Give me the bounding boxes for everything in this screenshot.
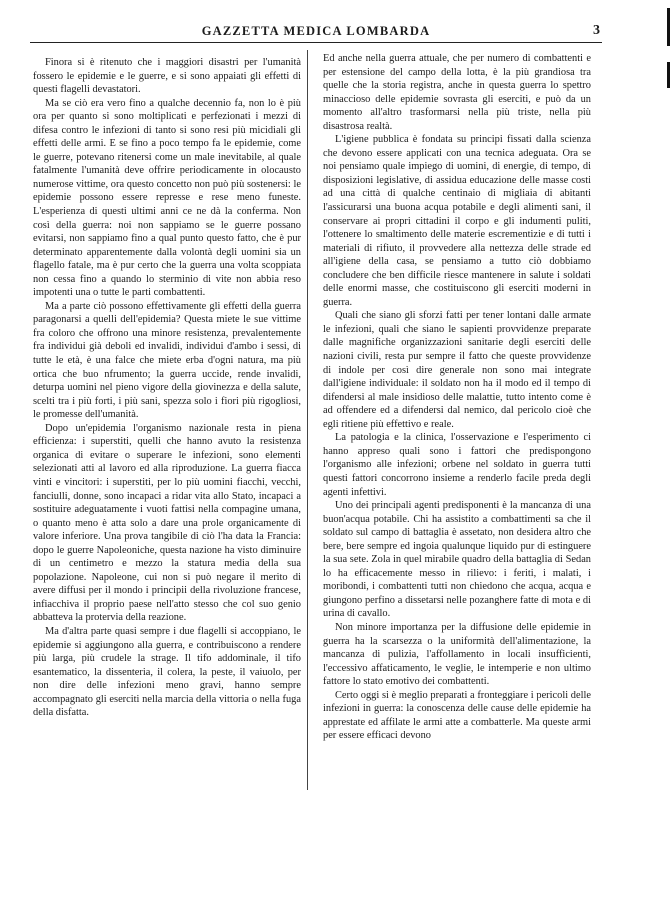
paragraph: Finora si è ritenuto che i maggiori disastri per l'umanità fossero le epidemie e le guerre, e si sono appaiati gli effetti di questi flagelli devastatori. (33, 57, 301, 96)
paragraph: Ma se ciò era vero fino a qualche decennio fa, non lo è più ora per quanto si sono moltiplicati e perfezionati i mezzi di difesa contro le infezioni di tanto si sono resi più micidiali gli effetti delle armi. E se fino a poco tempo fa le epidemie, come le guerre, potevano ritenersi come un male inevitabile, al quale fatalmente l'umanità deve offrire periodicamente in olocausto numerose vittime, ora questo concetto non può più sostenersi: le epidemie possono essere represse e rese meno funeste. L'esperienza di questi ultimi anni ce ne dà la conferma. Non così della guerra: noi non sappiamo se le guerre possano evitarsi, non sappiamo fino a qual punto questo fatto, che è pur determinato apparentemente dalla volontà degli uomini sia un flagello fatale, ma è pur certo che la guerra una volta scoppiata non cessa fino a quando lo sterminio di vite non abbia reso impotenti una o tutte le parti combattenti. (33, 97, 301, 299)
paragraph: L'igiene pubblica è fondata su principi fissati dalla scienza che devono essere applicati con una tecnica adeguata. Ora se noi pensiamo quale impiego di uomini, di energie, di tempo, di disposizioni legislative, di assidua educazione delle masse costi ad una città di qualche centinaio di migliaia di abitanti l'assicurarsi una buona acqua potabile e degli alimenti sani, il conservare ai propri cittadini il corpo e gli indumenti puliti, l'ottenere lo smaltimento delle materie escrementizie e di tutti i materiali di rifiuto, il provvedere alla nettezza delle strade ed all'igiene della casa, se pensiamo a tutto ciò dobbiamo concludere che ben difficile riesce mantenere in salute i soldati delle enormi masse, che costituiscono gli eserciti moderni in guerra. (323, 134, 591, 308)
paragraph: Quali che siano gli sforzi fatti per tener lontani dalle armate le infezioni, quali che siano le sapienti provvidenze preparate dalle magnifiche organizzazioni sanitarie degli eserciti delle nazioni civili, resta pur sempre il fatto che queste provvidenze di indole per così dire generale non sono mai integrate dall'igiene individuale: il soldato non ha il modo ed il tempo di difendersi al male insidioso delle malattie, tutto intento come è ad offendere ed a difendersi dal nemico, dal pericolo cioè che egli ritiene più effettivo e reale. (323, 310, 591, 430)
paragraph: Uno dei principali agenti predisponenti è la mancanza di una buon'acqua potabile. Chi ha assistito a combattimenti sa che il soldato sul campo di battaglia è assetato, non desidera altro che bere, bere sempre ed ingoia qualunque liquido pur di estinguere la sua sete. Zola in quel mirabile quadro della battaglia di Sedan lo ha efficacemente messo in rilievo: i feriti, i malati, i moribondi, i combattenti tutti non chiedono che acqua, acqua e giungono perfino a dissetarsi nelle pozanghere fatte di mota e di urina di cavallo. (323, 500, 591, 620)
paragraph: Certo oggi si è meglio preparati a fronteggiare i pericoli delle infezioni in guerra: la conoscenza delle cause delle epidemie ha apprestate ed affilate le armi atte a combatterle. Ma queste armi per essere efficaci devono (323, 689, 591, 742)
paragraph: Dopo un'epidemia l'organismo nazionale resta in piena efficienza: i superstiti, quelli che hanno avuto la resistenza organica di evitare o superare le infezioni, sono elementi selezionati atti al lavoro ed alla riproduzione. La guerra fiacca vinti e vincitori: i superstiti, per lo più uomini fiacchi, vecchi, fanciulli, donne, sono incapaci a ridar vita allo Stato, incapaci a sostituire adeguatamente i vuoti fattisi nella compagine umana, o quanto meno è atta solo a dare una prole organicamente di valore inferiore. Una prova tangibile di ciò l'ha data la Francia: dopo le guerre Napoleoniche, questa nazione ha visto diminuire di un centimetro e mezzo la statura media della sua popolazione. Napoleone, cui non si può negare il merito di avere diffusi per il mondo i principii della rivoluzione francese, infiacchiva il proprio paese nell'atto stesso che col suo genio abbatteva la protervia della reazione. (33, 422, 301, 624)
paragraph: Ma d'altra parte quasi sempre i due flagelli si accoppiano, le epidemie si aggiungono alla guerra, e contribuiscono a rendere più larga, più crudele la strage. Il tifo addominale, il tifo esantematico, la dissenteria, il colera, la peste, il vaiuolo, per non dire delle infezioni meno gravi, hanno sempre accompagnato gli eserciti nella marcia della vittoria o nella fuga della disfatta. (33, 625, 301, 719)
paragraph: Ma a parte ciò possono effettivamente gli effetti della guerra paragonarsi a quelli dell'epidemia? Questa miete le sue vittime fra coloro che offrono una minore resistenza, prevalentemente fra individui già deboli ed invalidi, individui d'ambo i sessi, di tutte le età, è una falce che miete erba d'ogni natura, ma più ortica che buo nfrumento; la guerra uccide, rende invalidi, deturpa uomini nel pieno vigore della giovinezza e della salute, scelti tra i più forti, i più sani, spezza solo i fiori più rigogliosi, le promesse dell'umanità. (33, 300, 301, 421)
paragraph: Non minore importanza per la diffusione delle epidemie in guerra ha la scarsezza o la uniformità dell'alimentazione, la mancanza di pulizia, l'affollamento in locali insufficienti, l'eccessivo affaticamento, le veglie, le intemperie e non ultimo fattore lo stato emotivo dei combattenti. (323, 621, 591, 688)
column-divider (307, 50, 308, 790)
right-column (323, 52, 591, 743)
left-column (33, 56, 301, 720)
paragraph: La patologia e la clinica, l'osservazione e l'esperimento ci hanno appreso quali sono i fattori che predispongono l'organismo alle infezioni; orbene nel soldato in guerra tutti questi fattori concorrono insieme a renderlo facile preda degli agenti infettivi. (323, 432, 591, 498)
page-number: 3 (593, 23, 600, 38)
paragraph: Ed anche nella guerra attuale, che per numero di combattenti e per estensione del campo della lotta, è la più grandiosa tra quelle che la storia registra, anche in questa guerra lo spettro minaccioso delle epidemie sovrasta gli eserciti, e può da un momento all'altro trasformarsi nella più triste, nella più disastrosa realtà. (323, 53, 591, 132)
running-header (30, 22, 602, 43)
journal-title: GAZZETTA MEDICA LOMBARDA (201, 24, 431, 38)
